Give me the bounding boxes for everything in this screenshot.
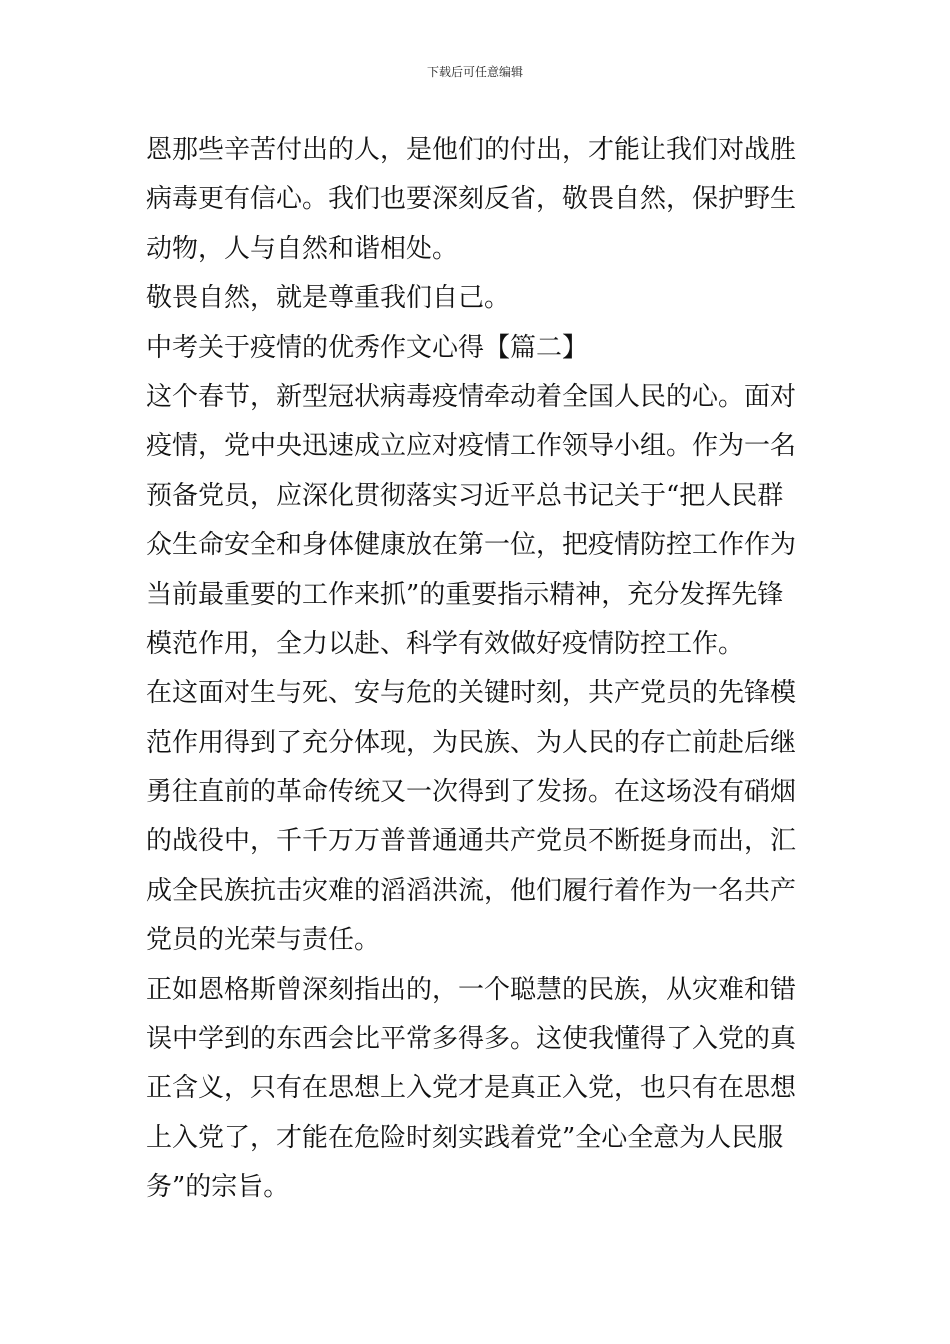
text-line: 众生命安全和身体健康放在第一位，把疫情防控工作作为 (146, 530, 797, 561)
text-line: 误中学到的东西会比平常多得多。这使我懂得了入党的真 (146, 1024, 797, 1055)
text-line: 模范作用，全力以赴、科学有效做好疫情防控工作。 (146, 628, 745, 659)
text-line: 正含义，只有在思想上入党才是真正入党，也只有在思想 (146, 1073, 797, 1104)
text-line: 在这面对生与死、安与危的关键时刻，共产党员的先锋模 (146, 678, 797, 709)
text-line: 恩那些辛苦付出的人，是他们的付出，才能让我们对战胜 (146, 135, 797, 165)
text-line: 敬畏自然，就是尊重我们自己。 (146, 283, 511, 314)
page-header: 下载后可任意编辑 (426, 65, 523, 79)
text-line: 党员的光荣与责任。 (146, 925, 381, 956)
text-line: 范作用得到了充分体现，为民族、为人民的存亡前赴后继 (146, 727, 797, 758)
text-line: 上入党了，才能在危险时刻实践着党”全心全意为人民服 (146, 1122, 784, 1153)
document-body (146, 126, 816, 1213)
text-line: 预备党员，应深化贯彻落实习近平总书记关于“把人民群 (146, 480, 784, 511)
text-line: 疫情，党中央迅速成立应对疫情工作领导小组。作为一名 (146, 431, 797, 462)
section-heading: 中考关于疫情的优秀作文心得【篇二】 (146, 332, 589, 363)
text-line: 正如恩格斯曾深刻指出的，一个聪慧的民族，从灾难和错 (146, 974, 797, 1005)
text-line: 病毒更有信心。我们也要深刻反省，敬畏自然，保护野生 (146, 184, 797, 215)
text-line: 务”的宗旨。 (146, 1172, 290, 1203)
text-line: 成全民族抗击灾难的滔滔洪流，他们履行着作为一名共产 (146, 875, 797, 906)
text-line: 这个春节，新型冠状病毒疫情牵动着全国人民的心。面对 (146, 381, 797, 412)
text-line: 动物，人与自然和谐相处。 (146, 233, 459, 264)
text-line: 的战役中，千千万万普普通通共产党员不断挺身而出，汇 (146, 826, 797, 857)
text-line: 勇往直前的革命传统又一次得到了发扬。在这场没有硝烟 (146, 777, 797, 808)
text-line: 当前最重要的工作来抓”的重要指示精神，充分发挥先锋 (146, 579, 784, 610)
